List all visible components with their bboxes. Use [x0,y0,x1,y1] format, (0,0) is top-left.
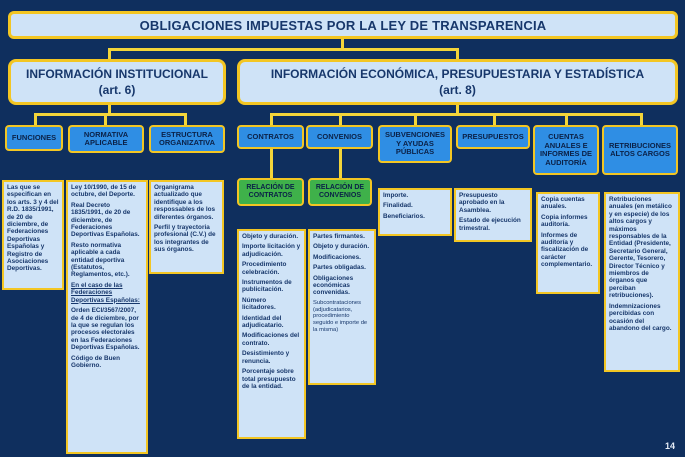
category-label: ESTRUCTURA [161,129,213,139]
category-label: RETRIBUCIONES [608,140,672,150]
category-label: CONVENIOS [316,131,362,141]
connector [339,149,342,179]
detail-item: Obligaciones económicas convenidas. [313,274,354,297]
category-cuentas [533,125,599,175]
category-label: CUENTAS [548,132,584,141]
group-article: (art. 8) [439,83,476,97]
page-number: 14 [664,441,675,451]
connector [640,113,643,125]
category-label: PRESUPUESTOS [462,131,524,141]
group-informacion-institucional [8,59,226,105]
category-label: SUBVENCIONES [384,130,445,140]
detail-convenios [308,229,376,385]
detail-item: Copia informes auditoría. [541,213,588,229]
detail-item: Identidad del adjudicatario. [242,314,284,330]
detail-item: Instrumentos de publicitación. [242,279,292,294]
detail-presupuestos [454,188,532,242]
detail-item: Ley 10/1990, de 15 de octubre, del Deporte. [71,184,137,199]
detail-item: Real Decreto 1835/1991, de 20 de diciembre, de Federaciones Deportivas Españolas. [71,201,140,239]
connector [34,113,37,125]
detail-estructura [149,180,224,274]
detail-item: Retribuciones anuales (en metálico y en especie) de los altos cargos y máximos responsables de la Entidad (Presidente, Secretario General, Gerente, Tesorero, Director Técnico y miembros de órganos que perciban retribuciones). [609,196,672,300]
detail-item: Perfil y trayectoria profesional (C.V.) de los integrantes de sus órganos. [154,224,216,254]
detail-item: Desistimiento y renuncia. [242,350,290,365]
category-label: INFORMES DE [539,149,593,158]
detail-retribuciones [604,192,680,372]
connector [184,113,187,125]
detail-item: Orden ECI/3567/2007, de 4 de diciembre, por la que se regulan los procesos electorales en las Federaciones Deportivas Españolas. [71,307,140,352]
connector [34,113,186,116]
detail-item: Modificaciones del contrato. [242,332,300,347]
category-label: ALTOS CARGOS [610,149,670,158]
detail-item: Subcontrataciones (adjudicatarios, procedimiento seguido e importe de la misma) [313,299,368,334]
detail-item: Informes de auditoría y fiscalización de carácter complementario. [541,231,593,269]
group-title: INFORMACIÓN ECONÓMICA, PRESUPUESTARIA Y ESTADÍSTICA [270,67,645,81]
detail-item: Código de Buen Gobierno. [71,354,120,369]
connector [270,149,273,179]
category-normativa [68,125,144,153]
detail-item: Partes obligadas. [313,264,366,272]
category-label: NORMATIVA [83,129,129,139]
detail-item: Las que se especifican en los arts. 3 y 4 del R.D. 1835/1991, de 20 de diciembre, de Federaciones Deportivas Españolas y Registro de Asociaciones Deportivas. [7,184,59,273]
group-informacion-economica [237,59,678,105]
detail-item: Finalidad. [383,202,413,210]
category-label: PÚBLICAS [395,147,435,157]
connector [270,113,273,125]
category-presupuestos [456,125,530,149]
subcategory-label: RELACIÓN DE [246,183,295,191]
category-label: CONTRATOS [247,131,294,141]
subcategory-label: CONVENIOS [318,192,361,199]
detail-funciones [2,180,64,290]
detail-item: Número licitadores. [242,296,276,312]
page-title: OBLIGACIONES IMPUESTAS POR LA LEY DE TRANSPARENCIA [8,11,678,39]
subcategory-label: RELACIÓN DE [315,183,365,191]
category-label: APLICABLE [84,138,128,147]
category-label: AUDITORÍA [545,157,587,167]
detail-item: Beneficiarios. [383,212,425,220]
category-label: ANUALES E [544,140,588,150]
connector [270,113,642,116]
detail-subvenciones [378,188,452,236]
subcategory-relacion-contratos [237,178,304,206]
detail-item: Estado de ejecución trimestral. [459,217,521,232]
category-label: FUNCIONES [11,132,57,142]
detail-item: Importe. [383,192,409,199]
detail-item: Objeto y duración. [313,243,370,251]
detail-item: Objeto y duración. [242,233,299,240]
detail-cuentas [536,192,600,294]
group-title: INFORMACIÓN INSTITUCIONAL [26,67,208,81]
detail-item: Copia cuentas anuales. [541,196,585,211]
subcategory-relacion-convenios [308,178,372,206]
detail-item: Presupuesto aprobado en la Asamblea. [459,192,505,214]
category-contratos [237,125,304,149]
subcategory-label: CONTRATOS [248,192,293,199]
category-label: Y AYUDAS [396,138,434,148]
detail-item: En el caso de las Federaciones Deportivas Españolas: [71,281,140,304]
detail-item: Importe licitación y adjudicación. [242,243,301,258]
category-retribuciones [602,125,678,175]
category-convenios [306,125,373,149]
connector [339,113,342,125]
detail-item: Porcentaje sobre total presupuesto de la entidad. [242,368,296,390]
detail-item: Modificaciones. [313,253,361,261]
connector [565,113,568,125]
category-funciones [5,125,63,151]
category-subvenciones [378,125,452,163]
category-label: ORGANIZATIVA [159,138,215,147]
group-article: (art. 6) [98,83,136,97]
detail-item: Resto normativa aplicable a cada entidad deportiva (Estatutos, Reglamentos, etc.). [71,241,130,279]
connector [108,48,458,51]
detail-item: Organigrama actualizado que identifique a los respossables de los diferentes órganos. [154,184,216,221]
detail-item: Indemnizaciones percibidas con ocasión del abandono del cargo. [609,302,672,332]
detail-item: Procedimiento celebración. [242,261,287,276]
connector [104,113,107,125]
connector [493,113,496,125]
detail-item: Partes firmantes. [313,233,365,240]
category-estructura [149,125,225,153]
connector [414,113,417,125]
detail-contratos [237,229,306,439]
detail-normativa [66,180,148,454]
